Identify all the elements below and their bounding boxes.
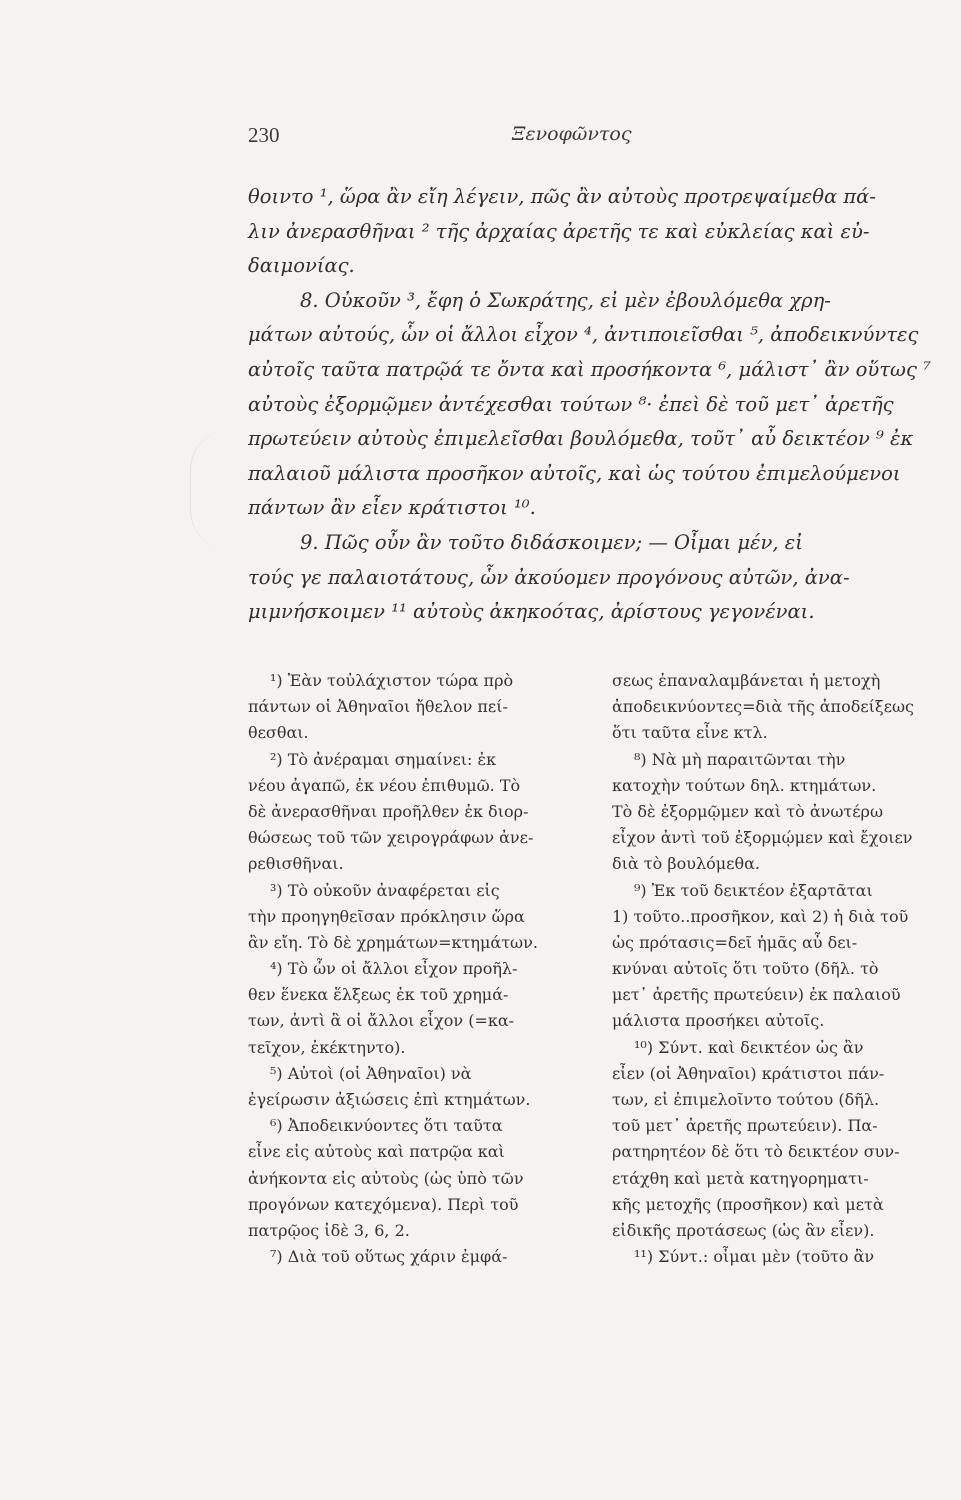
footnotes-left-column <box>248 668 574 1270</box>
footnote-line: ²) Τὸ ἀνέραμαι σημαίνει: ἐκ <box>270 749 497 769</box>
footnote-line: τοῦ μετ᾽ ἀρετῆς πρωτεύειν). Πα- <box>612 1116 878 1136</box>
footnote-line: πατρῷος ἰδὲ 3, 6, 2. <box>248 1220 410 1240</box>
footnote-line: τεῖχον, ἐκέκτηντο). <box>248 1037 406 1057</box>
main-line: δαιμονίας. <box>248 254 355 278</box>
footnote-line: ⁶) Ἀποδεικνύοντες ὅτι ταῦτα <box>270 1116 503 1136</box>
footnote-line: διὰ τὸ βουλόμεθα. <box>612 854 760 874</box>
main-line: 9. Πῶς οὖν ἂν τοῦτο διδάσκοιμεν; — Οἶμαι μέν, εἰ <box>300 530 803 554</box>
main-line: λιν ἀνερασθῆναι ² τῆς ἀρχαίας ἀρετῆς τε καὶ εὐκλείας καὶ εὐ- <box>248 219 870 243</box>
footnote-line: ⁸) Νὰ μὴ παραιτῶνται τὴν <box>634 749 846 769</box>
footnote-line: πάντων οἱ Ἀθηναῖοι ἤθελον πεί- <box>248 697 508 717</box>
footnote-line: ἀποδεικνύοντες=διὰ τῆς ἀποδείξεως <box>612 697 915 717</box>
running-title: Ξενοφῶντος <box>512 123 632 145</box>
footnote-line: εἶεν (οἱ Ἀθηναῖοι) κράτιστοι πάν- <box>612 1063 885 1083</box>
footnote-line: δὲ ἀνερασθῆναι προῆλθεν ἐκ διορ- <box>248 801 529 821</box>
main-line: παλαιοῦ μάλιστα προσῆκον αὐτοῖς, καὶ ὡς τούτου ἐπιμελούμενοι <box>248 461 901 485</box>
footnote-line: νέου ἀγαπῶ, ἐκ νέου ἐπιθυμῶ. Τὸ <box>248 775 521 795</box>
page-header <box>248 123 708 153</box>
main-line: αὐτοὺς ἐξορμῷμεν ἀντέχεσθαι τούτων ⁸· ἐπεὶ δὲ τοῦ μετ᾽ ἀρετῆς <box>248 392 894 416</box>
footnote-line: των, εἰ ἐπιμελοῖντο τούτου (δῆλ. <box>612 1090 880 1109</box>
main-line: πρωτεύειν αὐτοὺς ἐπιμελεῖσθαι βουλόμεθα, τοῦτ᾽ αὖ δεικτέον ⁹ ἐκ <box>248 427 914 451</box>
main-line: θοιντο ¹, ὥρα ἂν εἴη λέγειν, πῶς ἂν αὐτοὺς προτρεψαίμεθα πά- <box>248 185 876 208</box>
footnote-line: ετάχθη καὶ μετὰ κατηγορηματι- <box>612 1168 869 1188</box>
footnote-line: θεσθαι. <box>248 723 309 743</box>
footnote-line: τὴν προηγηθεῖσαν πρόκλησιν ὥρα <box>248 906 525 926</box>
page-number: 230 <box>248 123 280 147</box>
footnote-line: των, ἀντὶ ἃ οἱ ἄλλοι εἶχον (=κα- <box>248 1011 515 1031</box>
footnote-line: ἂν εἴη. Τὸ δὲ χρημάτων=κτημάτων. <box>248 932 538 952</box>
footnote-line: θώσεως τοῦ τῶν χειρογράφων ἀνε- <box>248 828 534 848</box>
main-line: μάτων αὐτούς, ὧν οἱ ἄλλοι εἶχον ⁴, ἀντιποιεῖσθαι ⁵, ἀποδεικνύντες <box>248 323 919 347</box>
footnote-line: ⁵) Αὐτοὶ (οἱ Ἀθηναῖοι) νὰ <box>270 1063 472 1083</box>
footnote-line: ὡς πρότασις=δεῖ ἡμᾶς αὖ δει- <box>612 932 858 952</box>
main-line: μιμνήσκοιμεν ¹¹ αὐτοὺς ἀκηκοότας, ἀρίστους γεγονέναι. <box>248 600 815 624</box>
footnote-line: ρεθισθῆναι. <box>248 854 344 874</box>
footnote-line: Τὸ δὲ ἐξορμῷμεν καὶ τὸ ἀνωτέρω <box>612 801 883 821</box>
footnote-line: ¹) Ἐὰν τοὐλάχιστον τώρα πρὸ <box>270 671 514 690</box>
footnote-line: κατοχὴν τούτων δηλ. κτημάτων. <box>612 775 877 795</box>
footnote-line: εἶχον ἀντὶ τοῦ ἐξορμῴμεν καὶ ἔχοιεν <box>612 828 913 848</box>
main-line: αὐτοῖς ταῦτα πατρῷά τε ὄντα καὶ προσήκοντα ⁶, μάλιστ᾽ ἂν οὕτως ⁷ <box>248 357 931 381</box>
main-line: πάντων ἂν εἶεν κράτιστοι ¹⁰. <box>248 496 536 520</box>
main-line: 8. Οὐκοῦν ³, ἔφη ὁ Σωκράτης, εἰ μὲν ἐβουλόμεθα χρη- <box>300 288 831 312</box>
footnote-line: κῆς μετοχῆς (προσῆκον) καὶ μετὰ <box>612 1194 884 1214</box>
footnote-line: ¹¹) Σύντ.: οἶμαι μὲν (τοῦτο ἂν <box>634 1247 875 1267</box>
footnote-line: προγόνων κατεχόμενα). Περὶ τοῦ <box>248 1194 519 1214</box>
footnote-line: ὅτι ταῦτα εἶνε κτλ. <box>612 723 768 743</box>
footnote-line: εἰδικῆς προτάσεως (ὡς ἂν εἶεν). <box>612 1220 875 1240</box>
footnote-line: ¹⁰) Σύντ. καὶ δεικτέον ὡς ἂν <box>634 1037 864 1057</box>
footnote-line: μάλιστα προσήκει αὐτοῖς. <box>612 1011 825 1031</box>
footnote-line: ⁴) Τὸ ὧν οἱ ἄλλοι εἶχον προῆλ- <box>270 959 518 979</box>
footnote-line: μετ᾽ ἀρετῆς πρωτεύειν) ἐκ παλαιοῦ <box>612 985 901 1005</box>
footnote-line: ρατηρητέον δὲ ὅτι τὸ δεικτέον συν- <box>612 1142 900 1162</box>
main-text <box>248 180 931 630</box>
footnote-line: ⁷) Διὰ τοῦ οὕτως χάριν ἐμφά- <box>270 1247 508 1267</box>
footnote-line: ἐγείρωσιν ἀξιώσεις ἐπὶ κτημάτων. <box>248 1090 531 1109</box>
main-line: τούς γε παλαιοτάτους, ὧν ἀκούομεν προγόνους αὐτῶν, ἀνα- <box>248 565 850 589</box>
footnote-line: ³) Τὸ οὐκοῦν ἀναφέρεται εἰς <box>270 880 500 900</box>
footnote-line: 1) τοῦτο..προσῆκον, καὶ 2) ἡ διὰ τοῦ <box>612 906 909 926</box>
footnote-line: σεως ἐπαναλαμβάνεται ἡ μετοχὴ <box>612 671 881 690</box>
footnote-line: ἀνήκοντα εἰς αὐτοὺς (ὡς ὑπὸ τῶν <box>248 1168 524 1188</box>
footnote-line: θεν ἕνεκα ἕλξεως ἐκ τοῦ χρημά- <box>248 985 509 1005</box>
footnotes-right-column <box>612 668 934 1270</box>
footnote-line: ⁹) Ἐκ τοῦ δεικτέον ἐξαρτᾶται <box>634 880 873 900</box>
footnote-line: κνύναι αὐτοῖς ὅτι τοῦτο (δῆλ. τὸ <box>612 959 879 979</box>
footnote-line: εἶνε εἰς αὐτοὺς καὶ πατρῷα καὶ <box>248 1142 505 1162</box>
